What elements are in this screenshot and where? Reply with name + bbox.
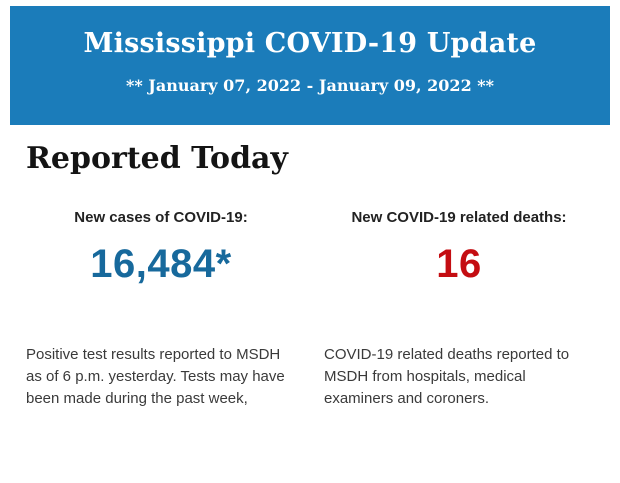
page	[0, 6, 620, 483]
new-cases-label: New cases of COVID-19:	[74, 209, 248, 226]
new-cases-column	[26, 209, 296, 411]
new-cases-description: Positive test results reported to MSDH as of 6 p.m. yesterday. Tests may have been made during the past week,	[26, 346, 285, 408]
page-title: Mississippi COVID-19 Update	[83, 28, 537, 59]
date-range: ** January 07, 2022 - January 09, 2022 **	[126, 76, 494, 96]
header-banner	[10, 6, 610, 125]
new-deaths-column	[324, 209, 594, 411]
new-deaths-description: COVID-19 related deaths reported to MSDH from hospitals, medical examiners and coroners.	[324, 346, 570, 408]
main-content	[0, 125, 620, 411]
new-deaths-value: 16	[436, 242, 482, 286]
stats-columns	[26, 209, 594, 411]
new-cases-value: 16,484*	[90, 242, 232, 286]
new-deaths-label: New COVID-19 related deaths:	[351, 209, 567, 226]
section-heading: Reported Today	[26, 141, 288, 176]
